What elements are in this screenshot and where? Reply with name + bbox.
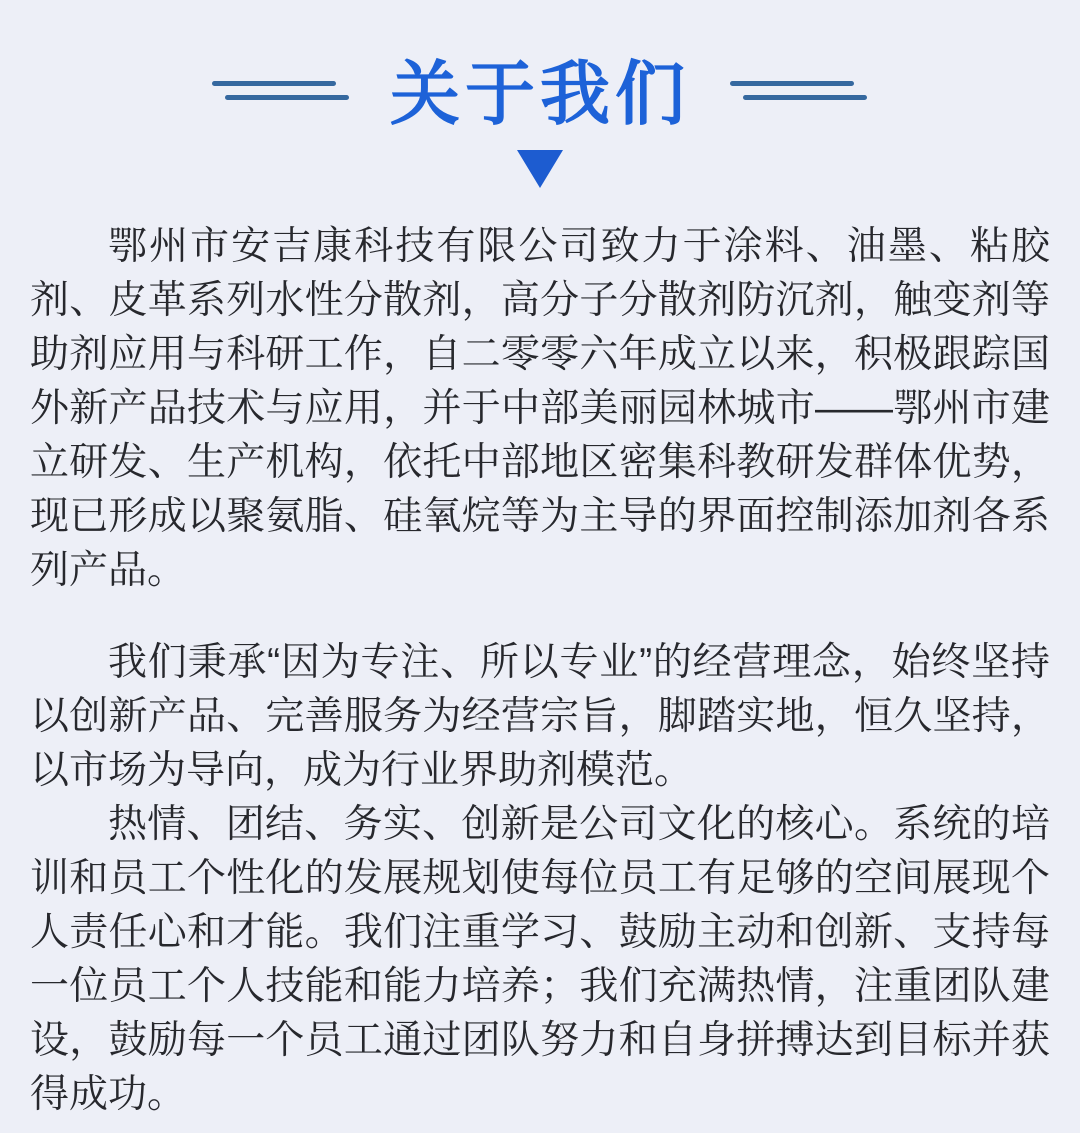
about-paragraph-2: 我们秉承“因为专注、所以专业”的经营理念，始终坚持以创新产品、完善服务为经营宗旨，脚踏实地，恒久坚持，以市场为导向，成为行业界助剂模范。 (30, 641, 1050, 792)
page-title: 关于我们 (390, 55, 690, 133)
triangle-down-icon (517, 150, 563, 188)
about-paragraph-3: 热情、团结、务实、创新是公司文化的核心。系统的培训和员工个性化的发展规划使每位员工有足够的空间展现个人责任心和才能。我们注重学习、鼓励主动和创新、支持每一位员工个人技能和能力培养；我们充满热情，注重团队建设，鼓励每一个员工通过团队努力和自身拼搏达到目标并获得成功。 (30, 803, 1050, 1116)
about-paragraph-1: 鄂州市安吉康科技有限公司致力于涂料、油墨、粘胶剂、皮革系列水性分散剂，高分子分散剂防沉剂，触变剂等助剂应用与科研工作，自二零零六年成立以来，积极跟踪国外新产品技术与应用，并于中部美丽园林城市——鄂州市建立研发、生产机构，依托中部地区密集科教研发群体优势，现已形成以聚氨脂、硅氧烷等为主导的界面控制添加剂各系列产品。 (30, 225, 1050, 592)
double-line-right-icon (730, 81, 868, 100)
section-header (0, 0, 1080, 136)
title-pointer (0, 150, 1080, 188)
about-text (0, 220, 1080, 1122)
double-line-left-icon (212, 81, 350, 100)
